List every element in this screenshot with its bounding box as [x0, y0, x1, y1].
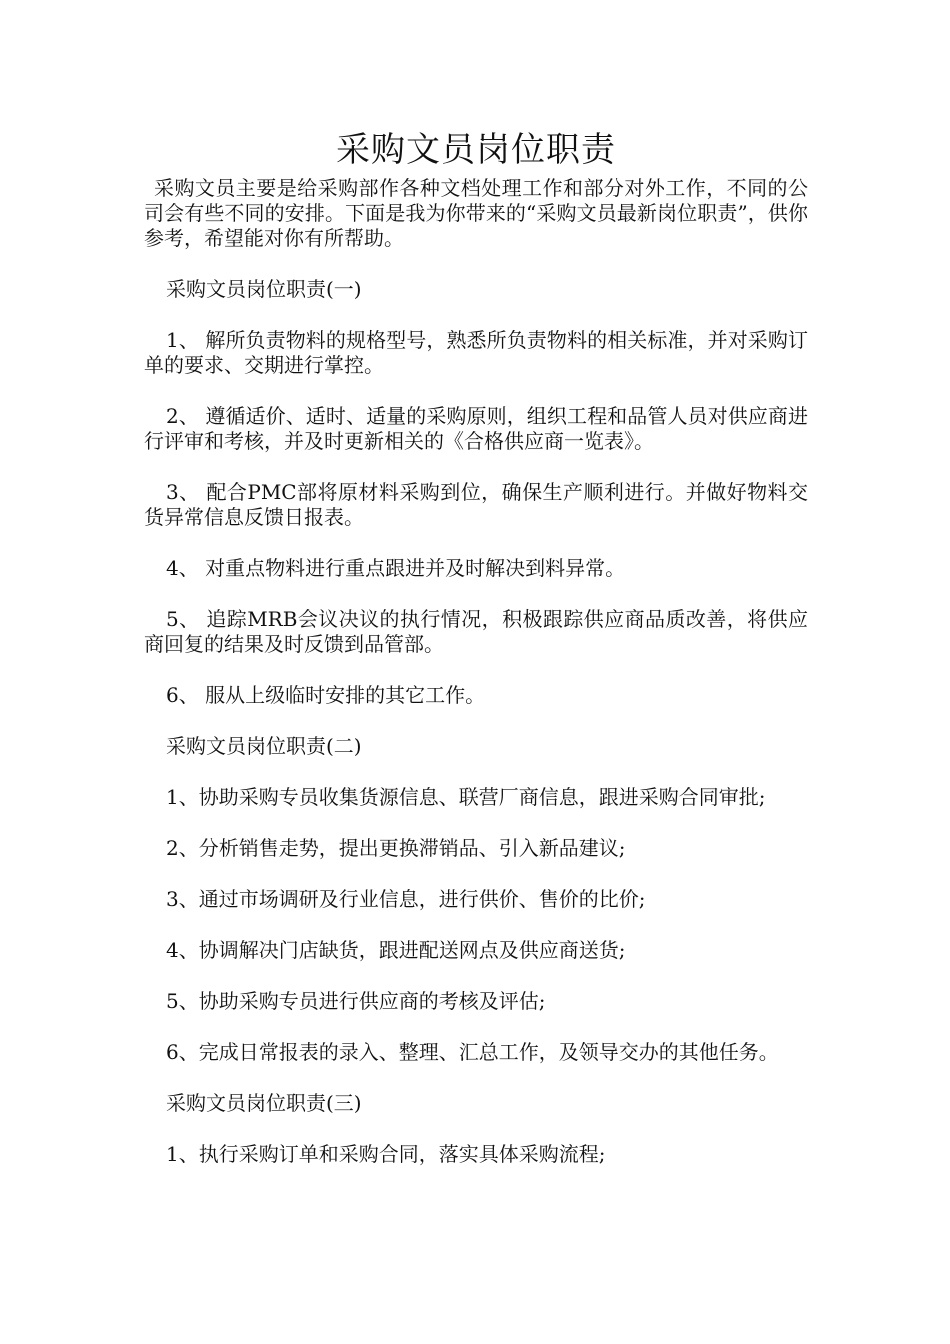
list-item: 3、 配合PMC部将原材料采购到位，确保生产顺利进行。并做好物料交货异常信息反馈日报表。	[144, 480, 808, 529]
list-item: 6、完成日常报表的录入、整理、汇总工作，及领导交办的其他任务。	[166, 1040, 779, 1064]
section-heading: 采购文员岗位职责(三)	[166, 1091, 362, 1115]
section-1	[144, 277, 808, 708]
list-item: 5、 追踪MRB会议决议的执行情况，积极跟踪供应商品质改善，将供应商回复的结果及时反馈到品管部。	[144, 607, 808, 656]
list-item: 1、执行采购订单和采购合同，落实具体采购流程;	[166, 1142, 606, 1166]
list-item: 4、 对重点物料进行重点跟进并及时解决到料异常。	[166, 556, 626, 580]
list-item: 3、通过市场调研及行业信息，进行供价、售价的比价;	[166, 887, 646, 911]
document-page	[144, 128, 808, 1193]
list-item: 6、 服从上级临时安排的其它工作。	[166, 683, 486, 707]
list-item: 2、 遵循适价、适时、适量的采购原则，组织工程和品管人员对供应商进行评审和考核，并及时更新相关的《合格供应商一览表》。	[144, 404, 808, 453]
document-title: 采购文员岗位职责	[336, 130, 616, 170]
list-item: 5、协助采购专员进行供应商的考核及评估;	[166, 989, 546, 1013]
list-item: 1、 解所负责物料的规格型号，熟悉所负责物料的相关标准，并对采购订单的要求、交期进行掌控。	[144, 328, 808, 377]
section-heading: 采购文员岗位职责(一)	[166, 277, 362, 301]
section-heading: 采购文员岗位职责(二)	[166, 734, 362, 758]
list-item: 2、分析销售走势，提出更换滞销品、引入新品建议;	[166, 836, 626, 860]
list-item: 1、协助采购专员收集货源信息、联营厂商信息，跟进采购合同审批;	[166, 785, 766, 809]
list-item: 4、协调解决门店缺货，跟进配送网点及供应商送货;	[166, 938, 626, 962]
section-3	[144, 1091, 808, 1167]
section-2	[144, 734, 808, 1065]
intro-paragraph: 采购文员主要是给采购部作各种文档处理工作和部分对外工作，不同的公司会有些不同的安排。下面是我为你带来的“采购文员最新岗位职责”，供你参考，希望能对你有所帮助。	[144, 176, 808, 250]
